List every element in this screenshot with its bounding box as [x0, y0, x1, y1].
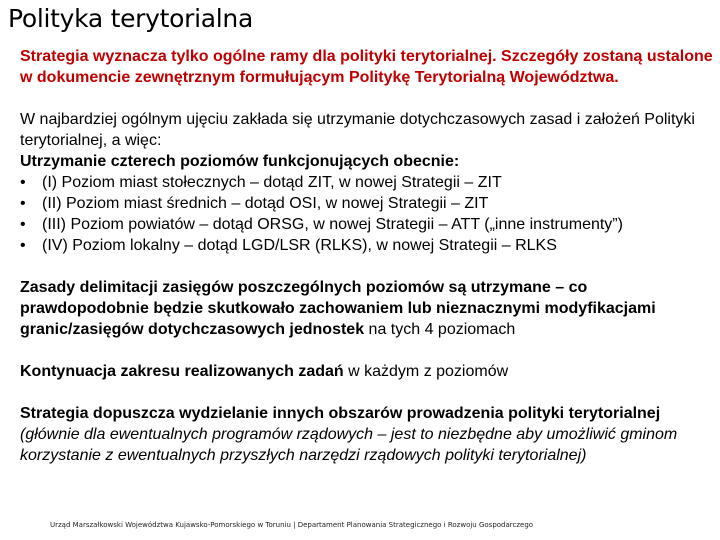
other-areas-italic-text: (głównie dla ewentualnych programów rządowych – jest to niezbędne aby umożliwić gminom korzystanie z ewentualnych przyszłych narzędzi rządowych polityki terytorialnej) — [20, 426, 678, 464]
delimitation-normal-text: na tych 4 poziomach — [364, 321, 516, 338]
levels-list — [20, 172, 716, 256]
other-areas-bold-text: Strategia dopuszcza wydzielanie innych obszarów prowadzenia polityki terytorialnej — [20, 405, 661, 422]
list-item: • (IV) Poziom lokalny – dotąd LGD/LSR (RLKS), w nowej Strategii – RLKS — [20, 235, 716, 256]
continuation-bold-text: Kontynuacja zakresu realizowanych zadań — [20, 363, 344, 380]
list-item: • (I) Poziom miast stołecznych – dotąd ZIT, w nowej Strategii – ZIT — [20, 172, 716, 193]
footer: Urząd Marszałkowski Województwa Kujawsko-Pomorskiego w Toruniu | Departament Planowania Strategicznego i Rozwoju Gospodarczego — [50, 521, 534, 529]
general-assumptions-paragraph: W najbardziej ogólnym ujęciu zakłada się utrzymanie dotychczasowych zasad i założeń Polityki terytorialnej, a więc: — [20, 111, 695, 149]
list-item: • (II) Poziom miast średnich – dotąd OSI, w nowej Strategii – ZIT — [20, 193, 716, 214]
delimitation-paragraph — [20, 277, 716, 340]
continuation-paragraph — [20, 361, 716, 382]
delimitation-bold-text: Zasady delimitacji zasięgów poszczególnych poziomów są utrzymane – co prawdopodobnie będzie skutkowało zachowaniem lub nieznacznymi modyfikacjami granic/zasięgów dotychczasowych jednostek — [20, 279, 656, 338]
slide-content — [20, 46, 716, 466]
other-areas-paragraph — [20, 403, 716, 466]
intro-paragraph: Strategia wyznacza tylko ogólne ramy dla polityki terytorialnej. Szczegóły zostaną ustalone w dokumencie zewnętrznym formułującym Politykę Terytorialną Województwa. — [20, 48, 713, 86]
four-levels-heading: Utrzymanie czterech poziomów funkcjonujących obecnie: — [20, 153, 460, 170]
continuation-normal-text: w każdym z poziomów — [343, 363, 509, 380]
list-item: • (III) Poziom powiatów – dotąd ORSG, w nowej Strategii – ATT („inne instrumenty”) — [20, 214, 716, 235]
page-title: Polityka terytorialna — [8, 4, 253, 33]
